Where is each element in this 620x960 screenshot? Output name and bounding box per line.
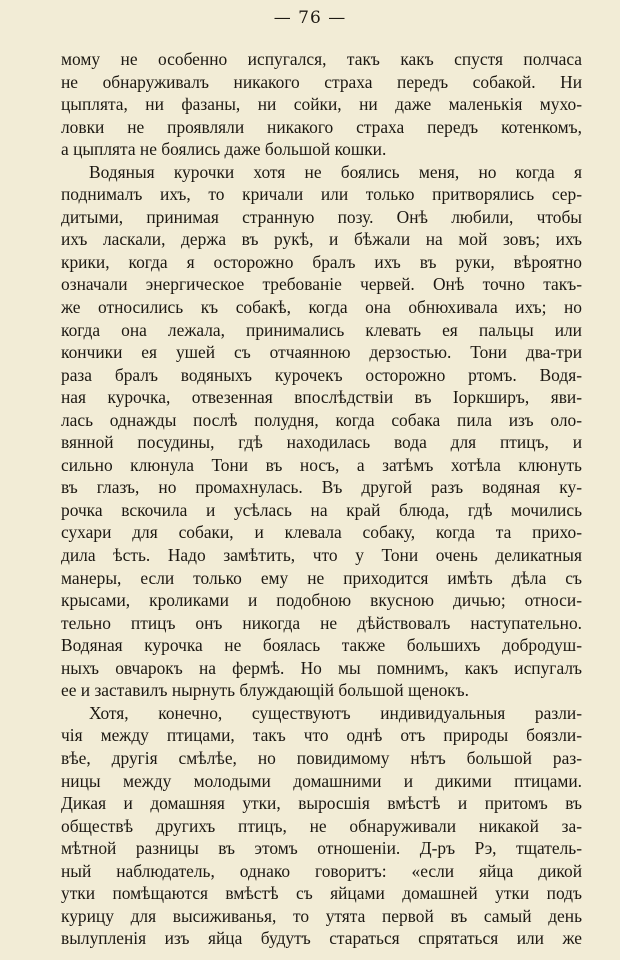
text-line: поднималъ ихъ, то кричали или только притворялись сер- [61, 184, 582, 205]
text-line: раза бралъ водяныхъ курочекъ осторожно ртомъ. Водя- [61, 364, 582, 385]
text-line: означали энергическое требованіе червей. Онѣ точно такъ- [61, 274, 582, 295]
page-number: — 76 — [273, 8, 347, 28]
text-line: сильно клюнула Тони въ носъ, а затѣмъ хотѣла клюнуть [61, 454, 582, 475]
text-line: чія между птицами, такъ что однѣ отъ природы боязли- [61, 725, 582, 746]
text-line: дила ѣсть. Надо замѣтить, что у Тони очень деликатныя [61, 545, 582, 566]
text-line: крики, когда я осторожно бралъ ихъ въ руки, вѣроятно [61, 251, 582, 272]
text-line: ный наблюдатель, однако говоритъ: «если яйца дикой [61, 860, 582, 881]
text-line: ее и заставилъ нырнуть блуждающій большой щенокъ. [61, 680, 469, 701]
text-line: рочка вскочила и усѣлась на край блюда, гдѣ мочились [61, 499, 582, 520]
text-line: сухари для собаки, и клевала собаку, когда та прихо- [61, 522, 582, 543]
text-line: крысами, кроликами и подобною вкусною дичью; относи- [61, 590, 582, 611]
text-line: вылупленія изъ яйца будутъ стараться спрятаться или же [61, 928, 582, 949]
text-line: въ глазъ, но промахнулась. Въ другой разъ водяная ку- [61, 477, 582, 498]
text-line: же относились къ собакѣ, когда она обнюхивала ихъ; но [61, 297, 582, 318]
text-line: Водяныя курочки хотя не боялись меня, но когда я [89, 161, 582, 182]
text-line: ихъ ласкали, держа въ рукѣ, и бѣжали на мой зовъ; ихъ [61, 229, 582, 250]
text-line: мѣтной разницы въ этомъ отношеніи. Д-ръ Рэ, тщатель- [61, 838, 582, 859]
text-line: вѣе, другія смѣлѣе, но повидимому нѣтъ большой раз- [61, 747, 582, 768]
text-line: ницы между молодыми домашними и дикими птицами. [61, 770, 582, 791]
text-line: утки помѣщаются вмѣстѣ съ яйцами домашней утки подъ [61, 883, 582, 904]
text-line: вянной посудины, гдѣ находилась вода для птицъ, и [61, 432, 582, 453]
text-line: Дикая и домашняя утки, выросшія вмѣстѣ и притомъ въ [61, 793, 582, 814]
text-line: ныхъ овчарокъ на фермѣ. Но мы помнимъ, какъ испугалъ [61, 657, 582, 678]
text-line: курицу для высиживанья, то утята первой въ самый день [61, 905, 582, 926]
text-line: а цыплята не боялись даже большой кошки. [61, 139, 387, 160]
text-line: обществѣ другихъ птицъ, не обнаруживали никакой за- [61, 815, 582, 836]
text-line: цыплята, ни фазаны, ни сойки, ни даже маленькія мухо- [61, 94, 582, 115]
text-line: кончики ея ушей съ отчаянною дерзостью. Тони два-три [61, 342, 582, 363]
text-line: когда она лежала, принимались клевать ея пальцы или [61, 319, 582, 340]
text-line: Хотя, конечно, существуютъ индивидуальныя разли- [89, 702, 582, 723]
text-line: лась однажды послѣ полудня, когда собака пила изъ оло- [61, 409, 582, 430]
body-text [61, 48, 582, 950]
text-line: Водяная курочка не боялась также большихъ добродуш- [61, 635, 582, 656]
text-line: мому не особенно испугался, такъ какъ спустя полчаса [61, 49, 582, 69]
text-line: дитыми, принимая странную позу. Онѣ любили, чтобы [61, 206, 582, 227]
text-line: манеры, если только ему не приходится имѣть дѣла съ [61, 567, 582, 588]
text-line: ная курочка, отвезенная впослѣдствіи въ Іоркширъ, яви- [61, 387, 582, 408]
text-line: тельно птицъ онъ никогда не дѣйствовалъ наступательно. [61, 612, 582, 633]
text-line: ловки не проявляли никакого страха передъ котенкомъ, [61, 116, 582, 137]
text-line: не обнаруживалъ никакого страха передъ собакой. Ни [61, 71, 582, 92]
